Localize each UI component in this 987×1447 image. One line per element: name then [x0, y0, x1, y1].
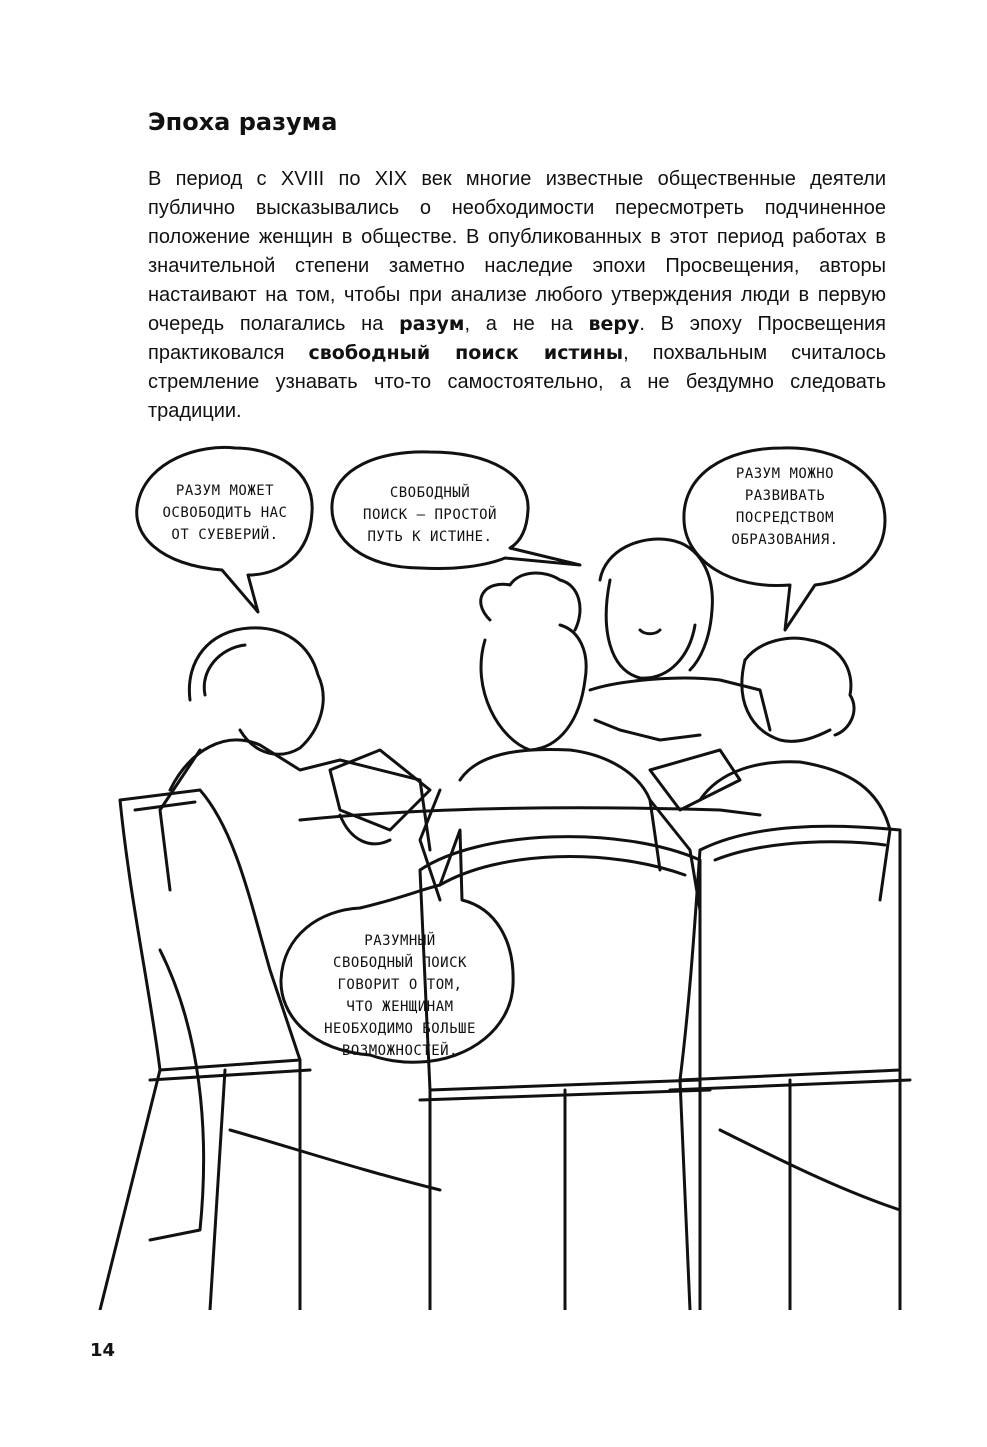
woman-standing: [590, 539, 770, 740]
bubble-text-2: СВОБОДНЫЙ ПОИСК — ПРОСТОЙ ПУТЬ К ИСТИНЕ.: [363, 485, 497, 545]
bold-term-faith: веру: [588, 313, 640, 335]
chair-right: [670, 826, 910, 1310]
comic-illustration: [0, 430, 987, 1310]
bubble-text-4: РАЗУМНЫЙ СВОБОДНЫЙ ПОИСК ГОВОРИТ О ТОМ, ЧТО ЖЕНЩИНАМ НЕОБХОДИМО БОЛЬШЕ ВОЗМОЖНОСТЕЙ.: [324, 933, 476, 1059]
paragraph-text-4: , похвальным считалось стремление узнавать что-то самостоятельно, а не бездумно следовать традиции.: [148, 342, 887, 422]
page-number: 14: [90, 1340, 116, 1361]
page-heading: Эпоха разума: [148, 108, 338, 136]
bubble-text-1: РАЗУМ МОЖЕТ ОСВОБОДИТЬ НАС ОТ СУЕВЕРИЙ.: [162, 483, 288, 543]
bubble-text-3: РАЗУМ МОЖНО РАЗВИВАТЬ ПОСРЕДСТВОМ ОБРАЗОВАНИЯ.: [731, 466, 839, 548]
chair-center: [420, 837, 710, 1310]
bold-term-free-inquiry: свободный поиск истины: [308, 342, 624, 364]
bold-term-reason: разум: [399, 313, 465, 335]
paragraph-text-2: , а не на: [464, 313, 589, 335]
table-edge: [300, 808, 760, 820]
body-paragraph: [148, 165, 886, 426]
chair-left: [100, 790, 310, 1310]
paragraph-text-3: . В эпоху Просвещения практиковался: [148, 313, 886, 364]
paragraph-text-1: В период с XVIII по XIX век многие известные общественные деятели публично высказывались о необходимости пересмотреть подчиненное положение женщин в обществе. В опубликованных в этот период работах в значительной степени заметно наследие эпохи Просвещения, авторы настаивают на том, чтобы при анализе любого утверждения люди в первую очередь полагались на: [148, 168, 886, 335]
